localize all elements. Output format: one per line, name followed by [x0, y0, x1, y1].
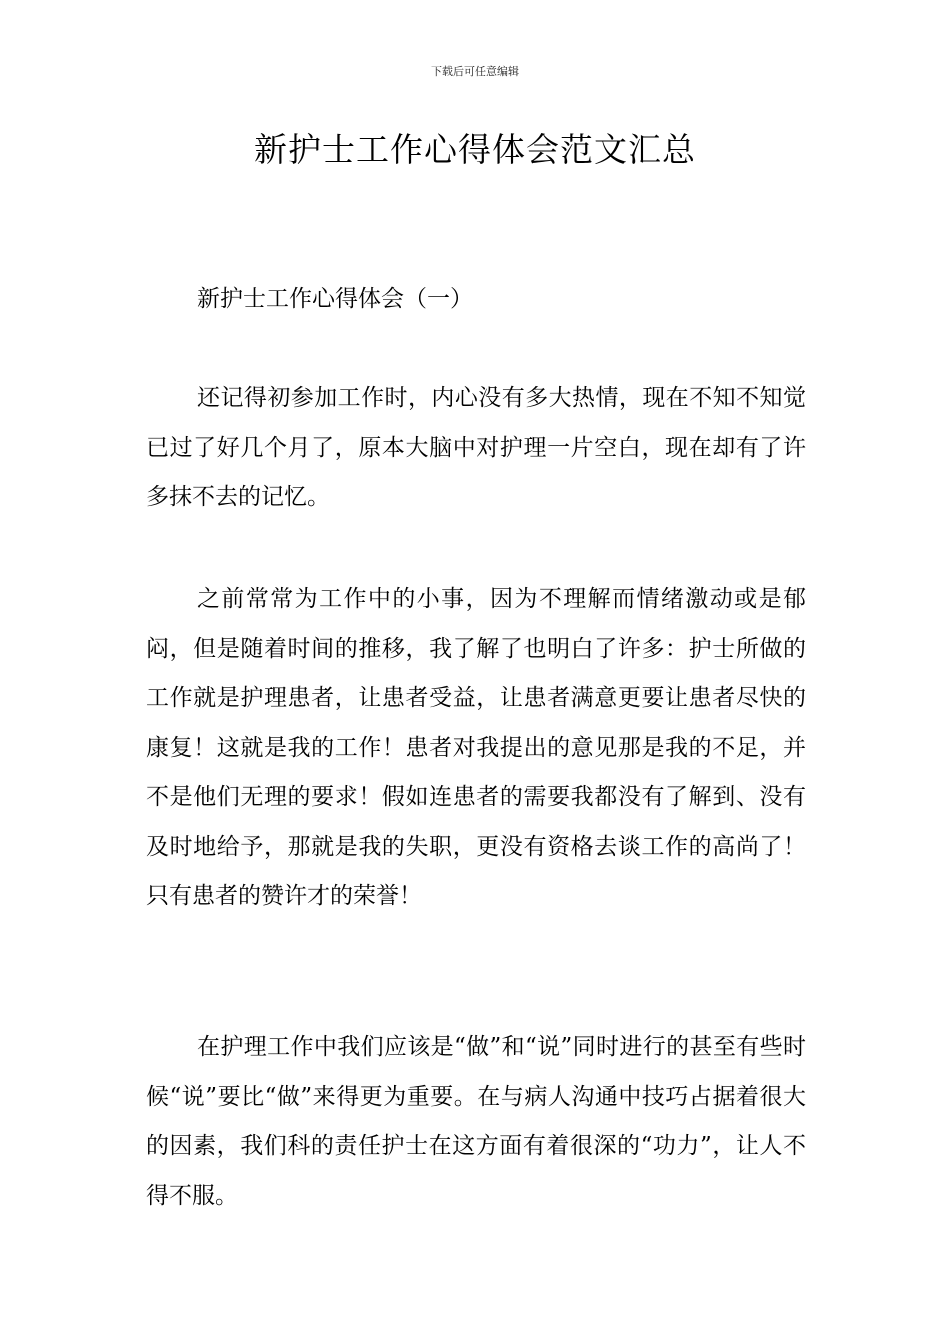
paragraph-3: 在护理工作中我们应该是“做”和“说”同时进行的甚至有些时候“说”要比“做”来得更为重要。在与病人沟通中技巧占据着很大的因素，我们科的责任护士在这方面有着很深的“功力”，让人不得不服。 — [146, 1034, 806, 1209]
paragraph-2: 之前常常为工作中的小事，因为不理解而情绪激动或是郁闷，但是随着时间的推移，我了解了也明白了许多：护士所做的工作就是护理患者，让患者受益，让患者满意更要让患者尽快的康复！这就是我的工作！患者对我提出的意见那是我的不足，并不是他们无理的要求！假如连患者的需要我都没有了解到、没有及时地给予，那就是我的失职，更没有资格去谈工作的高尚了！只有患者的赞许才的荣誉！ — [146, 586, 806, 909]
paragraph-1: 还记得初参加工作时，内心没有多大热情，现在不知不知觉已过了好几个月了，原本大脑中对护理一片空白，现在却有了许多抹不去的记忆。 — [146, 385, 806, 510]
section-heading: 新护士工作心得体会（一） — [197, 286, 473, 312]
page-header-note: 下载后可任意编辑 — [431, 65, 519, 78]
document-title: 新护士工作心得体会范文汇总 — [254, 130, 696, 169]
